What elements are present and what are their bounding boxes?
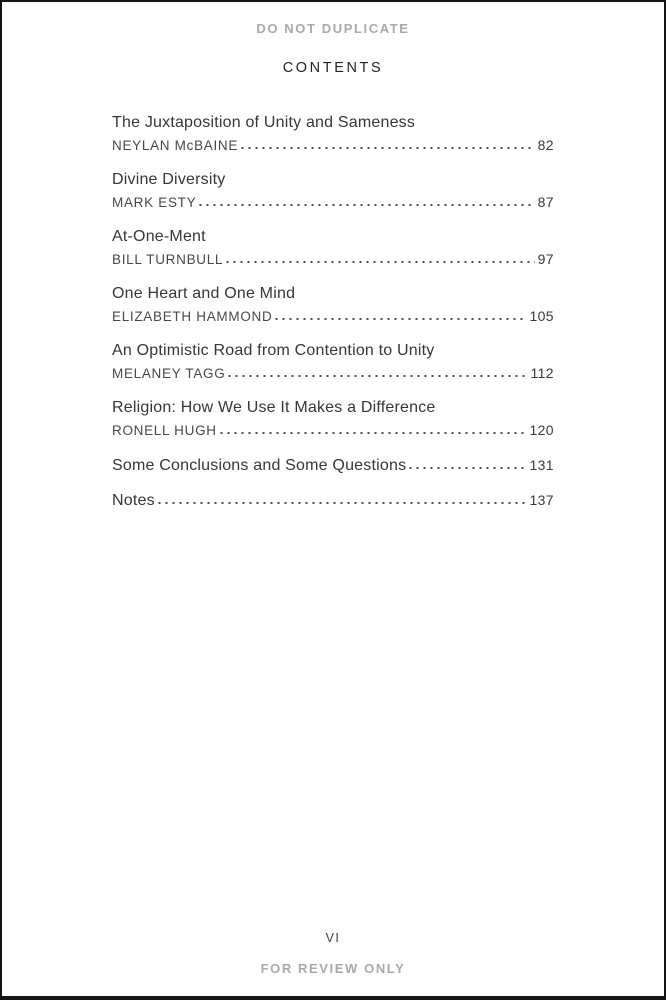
toc-entry bbox=[112, 490, 554, 511]
entry-page-number: 120 bbox=[529, 422, 554, 438]
dot-leader bbox=[275, 317, 526, 321]
entry-title-line bbox=[112, 455, 554, 476]
entry-title: The Juxtaposition of Unity and Sameness bbox=[112, 114, 416, 131]
entry-author-line bbox=[112, 422, 554, 440]
entry-title: At-One-Ment bbox=[112, 228, 206, 245]
entry-author-line bbox=[112, 194, 554, 212]
toc-entry bbox=[112, 170, 554, 212]
dot-leader bbox=[241, 146, 535, 150]
entry-title: Religion: How We Use It Makes a Difference bbox=[112, 399, 436, 416]
dot-leader bbox=[220, 431, 527, 435]
entry-page-number: 112 bbox=[530, 365, 554, 381]
dot-leader bbox=[228, 374, 527, 378]
for-review-only-watermark: FOR REVIEW ONLY bbox=[260, 961, 406, 976]
table-of-contents bbox=[112, 113, 554, 525]
dot-leader bbox=[158, 501, 527, 505]
dot-leader bbox=[409, 466, 526, 470]
page-title: CONTENTS bbox=[282, 60, 384, 76]
entry-title: Divine Diversity bbox=[112, 171, 226, 188]
entry-author: BILL TURNBULL bbox=[112, 252, 224, 267]
entry-author: RONELL HUGH bbox=[112, 423, 217, 438]
entry-author-line bbox=[112, 251, 554, 269]
toc-entry bbox=[112, 455, 554, 476]
entry-author: ELIZABETH HAMMOND bbox=[112, 309, 273, 324]
entry-title: One Heart and One Mind bbox=[112, 285, 296, 302]
entry-page-number: 87 bbox=[537, 194, 554, 210]
dot-leader bbox=[199, 203, 534, 207]
entry-page-number: 82 bbox=[537, 137, 554, 153]
toc-entry bbox=[112, 284, 554, 326]
entry-author-line bbox=[112, 308, 554, 326]
entry-page-number: 97 bbox=[537, 251, 554, 267]
toc-entry bbox=[112, 227, 554, 269]
do-not-duplicate-watermark: DO NOT DUPLICATE bbox=[256, 21, 410, 36]
entry-title: Some Conclusions and Some Questions bbox=[112, 457, 407, 474]
entry-title-line bbox=[112, 490, 554, 511]
entry-author: MARK ESTY bbox=[112, 195, 197, 210]
entry-author-line bbox=[112, 137, 554, 155]
entry-page-number: 131 bbox=[529, 457, 554, 473]
entry-title: An Optimistic Road from Contention to Unity bbox=[112, 342, 435, 359]
entry-author-line bbox=[112, 365, 554, 383]
entry-author: MELANEY TAGG bbox=[112, 366, 226, 381]
toc-entry bbox=[112, 341, 554, 383]
entry-author: NEYLAN McBAINE bbox=[112, 138, 239, 153]
dot-leader bbox=[226, 260, 534, 264]
entry-page-number: 137 bbox=[529, 492, 554, 508]
entry-page-number: 105 bbox=[529, 308, 554, 324]
toc-entry bbox=[112, 113, 554, 155]
toc-entry bbox=[112, 398, 554, 440]
folio-page-number: VI bbox=[325, 931, 341, 945]
entry-title: Notes bbox=[112, 492, 155, 509]
